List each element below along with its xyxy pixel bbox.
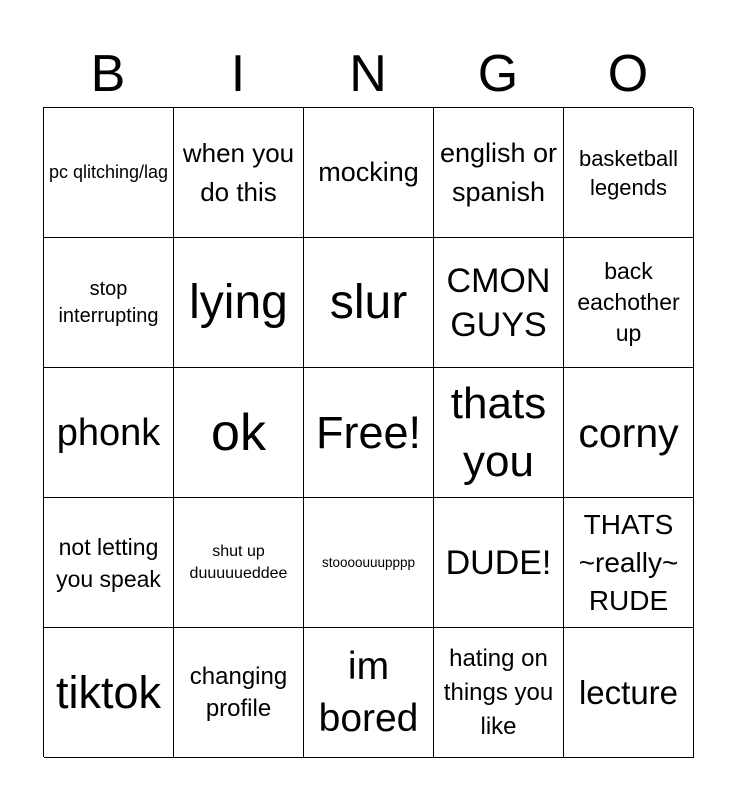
cell-text: english or spanish [439,137,558,207]
bingo-cell-r1-c2[interactable] [174,108,304,238]
bingo-cell-r3-c2[interactable] [174,368,304,498]
bingo-cell-r4-c4[interactable] [434,498,564,628]
bingo-cell-r2-c3[interactable] [304,238,434,368]
cell-text: Free! [315,406,422,458]
cell-text: changing profile [189,662,288,722]
bingo-cell-r3-c5[interactable] [564,368,694,498]
bingo-cell-r5-c3[interactable] [304,628,434,758]
bingo-cell-r3-c4[interactable] [434,368,564,498]
bingo-cell-r5-c1[interactable] [44,628,174,758]
bingo-cell-r2-c1[interactable] [44,238,174,368]
cell-text: tiktok [55,666,162,718]
cell-text: CMON GUYS [446,261,551,344]
bingo-cell-r5-c5[interactable] [564,628,694,758]
bingo-cell-r1-c5[interactable] [564,108,694,238]
bingo-cell-r5-c4[interactable] [434,628,564,758]
header-letter-b: B [90,45,126,103]
header-letter-n: N [349,45,387,103]
cell-text: back eachother up [577,258,680,346]
cell-text: ok [211,403,266,462]
cell-text: not letting you speak [56,533,161,592]
cell-text: when you do this [182,137,295,207]
bingo-board [43,107,693,757]
cell-text: shut up duuuuueddee [189,542,288,582]
header-letter-g: G [477,45,519,103]
cell-text: thats you [450,378,547,486]
cell-text: lecture [578,673,679,711]
cell-text: hating on things you like [443,644,554,740]
bingo-cell-r4-c1[interactable] [44,498,174,628]
cell-text: pc qlitching/lag [48,162,169,182]
header-letter-o: O [607,45,649,103]
cell-text: stop interrupting [58,277,159,327]
cell-text: stoooouuupppp [321,554,416,570]
bingo-cell-r4-c3[interactable] [304,498,434,628]
bingo-header [43,40,693,108]
bingo-cell-r4-c2[interactable] [174,498,304,628]
cell-text: phonk [56,411,161,454]
cell-text: mocking [318,157,419,187]
cell-text: THATS ~really~ RUDE [578,508,679,616]
cell-text: slur [329,275,408,329]
cell-text: im bored [318,644,419,740]
bingo-cell-r2-c5[interactable] [564,238,694,368]
bingo-cell-r3-c1[interactable] [44,368,174,498]
cell-text: lying [189,275,288,329]
header-letter-i: I [230,45,246,103]
cell-text: corny [578,409,679,456]
bingo-cell-r1-c3[interactable] [304,108,434,238]
bingo-cell-r1-c4[interactable] [434,108,564,238]
bingo-cell-r5-c2[interactable] [174,628,304,758]
cell-text: DUDE! [445,543,552,582]
cell-text: basketball legends [578,145,679,200]
bingo-cell-r3-c3[interactable] [304,368,434,498]
bingo-cell-r2-c2[interactable] [174,238,304,368]
bingo-cell-r2-c4[interactable] [434,238,564,368]
bingo-cell-r1-c1[interactable] [44,108,174,238]
bingo-cell-r4-c5[interactable] [564,498,694,628]
